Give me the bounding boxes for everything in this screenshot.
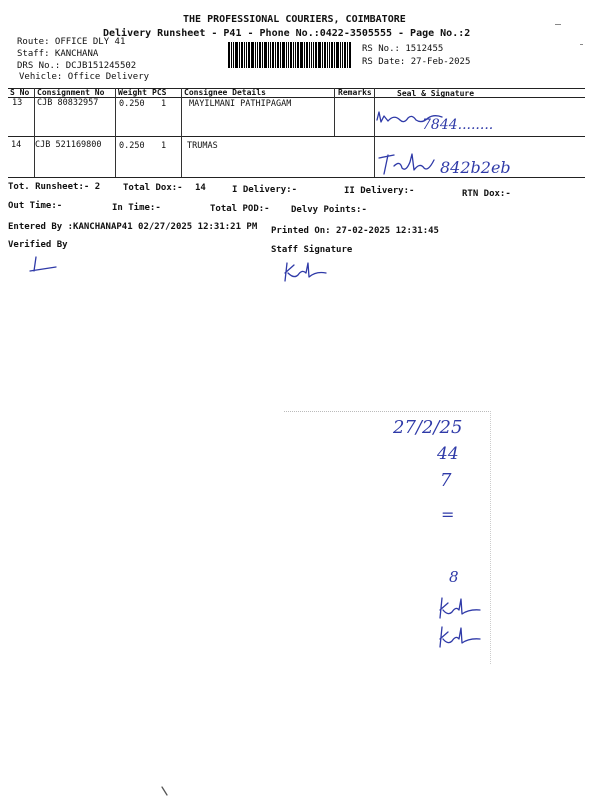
- stamp-signature-2: [436, 624, 486, 650]
- col-sno-header: S No: [10, 88, 30, 97]
- row-14-weight: 0.250: [119, 141, 145, 151]
- barcode-bar: [233, 42, 234, 68]
- row-14-pcs: 1: [161, 141, 167, 151]
- row-14-consignment: CJB 521169800: [35, 140, 102, 150]
- rs-date: RS Date: 27-Feb-2025: [362, 57, 471, 67]
- barcode-bar: [264, 42, 267, 68]
- barcode-bar: [257, 42, 258, 68]
- barcode-bar: [251, 42, 254, 68]
- barcode-bar: [255, 42, 256, 68]
- barcode-bar: [262, 42, 263, 68]
- barcode-bar: [311, 42, 312, 68]
- tot-runsheet: Tot. Runsheet:- 2: [8, 182, 101, 192]
- barcode-bar: [318, 42, 321, 68]
- in-time: In Time:-: [112, 203, 161, 213]
- handwritten-date: 27/2/25: [393, 417, 463, 438]
- runsheet-title: Delivery Runsheet - P41 - Phone No.:0422-3505555 - Page No.:2: [103, 28, 471, 39]
- row-13-consignee: MAYILMANI PATHIPAGAM: [189, 99, 292, 109]
- barcode-bar: [331, 42, 333, 68]
- barcode-bar: [324, 42, 326, 68]
- total-dox-value: 14: [195, 183, 206, 193]
- handwritten-count-1: 44: [437, 444, 459, 464]
- entered-by: Entered By :KANCHANAP41 02/27/2025 12:31:21 PM: [8, 222, 258, 232]
- route: Route: OFFICE DLY 41: [17, 37, 126, 47]
- stamp-signature-1: [436, 595, 486, 621]
- barcode: [228, 42, 357, 68]
- ii-delivery: II Delivery:-: [344, 186, 415, 196]
- barcode-bar: [244, 42, 245, 68]
- rs-number: RS No.: 1512455: [362, 44, 444, 54]
- staff-signature-label: Staff Signature: [271, 245, 353, 255]
- scan-mark: [580, 44, 583, 45]
- barcode-bar: [270, 42, 271, 68]
- out-time: Out Time:-: [8, 201, 63, 211]
- verified-by: Verified By: [8, 240, 68, 250]
- barcode-bar: [300, 42, 303, 68]
- barcode-bar: [288, 42, 289, 68]
- barcode-bar: [272, 42, 274, 68]
- barcode-bar: [336, 42, 339, 68]
- barcode-bar: [228, 42, 230, 68]
- barcode-bar: [315, 42, 317, 68]
- barcode-bar: [239, 42, 240, 68]
- col-weight-header: Weight: [118, 88, 147, 97]
- barcode-bar: [231, 42, 232, 68]
- barcode-bar: [306, 42, 308, 68]
- row-13-sno: 13: [12, 98, 23, 108]
- barcode-bar: [342, 42, 343, 68]
- row-14-signature-note: 842b2eb: [440, 158, 511, 177]
- barcode-bar: [297, 42, 299, 68]
- barcode-bar: [327, 42, 328, 68]
- barcode-bar: [241, 42, 243, 68]
- staff-signature: [282, 259, 332, 285]
- barcode-bar: [304, 42, 305, 68]
- drs-number: DRS No.: DCJB151245502: [17, 61, 137, 71]
- col-consignee-header: Consignee Details: [184, 88, 266, 97]
- handwritten-count-3: =: [441, 505, 455, 524]
- barcode-bar: [248, 42, 250, 68]
- barcode-bar: [246, 42, 247, 68]
- barcode-bar: [293, 42, 294, 68]
- row-13-weight: 0.250: [119, 99, 145, 109]
- barcode-bar: [275, 42, 276, 68]
- rtn-dox: RTN Dox:-: [462, 189, 511, 199]
- col-seal-header: Seal & Signature: [397, 89, 475, 98]
- barcode-bar: [334, 42, 335, 68]
- barcode-bar: [349, 42, 351, 68]
- barcode-bar: [347, 42, 348, 68]
- scan-mark: [555, 24, 561, 25]
- handwritten-count-4: 8: [449, 568, 459, 586]
- handwritten-count-2: 7: [440, 470, 452, 491]
- barcode-bar: [277, 42, 279, 68]
- barcode-bar: [329, 42, 330, 68]
- barcode-bar: [309, 42, 310, 68]
- verified-by-mark: [28, 255, 64, 275]
- row-13-pcs: 1: [161, 99, 167, 109]
- i-delivery: I Delivery:-: [232, 185, 298, 195]
- barcode-bar: [259, 42, 261, 68]
- row-14-signature: [376, 150, 446, 178]
- col-pcs-header: PCS: [152, 88, 167, 97]
- barcode-bar: [322, 42, 323, 68]
- row-14-sno: 14: [11, 140, 22, 150]
- barcode-bar: [313, 42, 314, 68]
- company-name: THE PROFESSIONAL COURIERS, COIMBATORE: [183, 14, 406, 25]
- row-13-consignment: CJB 80832957: [37, 98, 99, 108]
- col-consignment-header: Consignment No: [37, 88, 105, 97]
- stray-mark: [160, 785, 170, 797]
- col-remarks-header: Remarks: [338, 88, 372, 97]
- barcode-bar: [340, 42, 341, 68]
- vehicle: Vehicle: Office Delivery: [19, 72, 150, 82]
- barcode-bar: [268, 42, 269, 68]
- row-13-signature-note: 7844........: [422, 117, 494, 133]
- barcode-bar: [235, 42, 238, 68]
- barcode-bar: [280, 42, 281, 68]
- barcode-bar: [286, 42, 287, 68]
- barcode-bar: [295, 42, 296, 68]
- row-14-consignee: TRUMAS: [187, 141, 218, 151]
- printed-on: Printed On: 27-02-2025 12:31:45: [271, 226, 439, 236]
- barcode-bar: [344, 42, 346, 68]
- total-pod: Total POD:-: [210, 204, 270, 214]
- total-dox-label: Total Dox:-: [123, 183, 183, 193]
- staff: Staff: KANCHANA: [17, 49, 99, 59]
- barcode-bar: [290, 42, 292, 68]
- delvy-points: Delvy Points:-: [291, 205, 367, 215]
- barcode-bar: [282, 42, 285, 68]
